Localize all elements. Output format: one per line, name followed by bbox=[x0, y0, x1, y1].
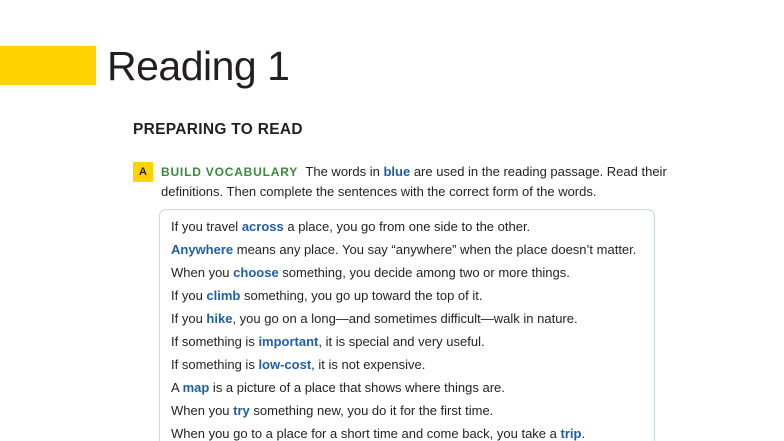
definition-text: is a picture of a place that shows where things are. bbox=[209, 380, 505, 395]
vocabulary-box bbox=[159, 209, 655, 441]
definition-text: If you bbox=[171, 311, 207, 326]
vocabulary-term: hike bbox=[206, 311, 233, 326]
instructions-highlight: blue bbox=[383, 164, 411, 179]
definition-text: When you bbox=[171, 403, 234, 418]
definition-text: If you bbox=[171, 288, 207, 303]
definition-text: When you go to a place for a short time and come back, you take a bbox=[171, 426, 561, 441]
definition-text: something, you decide among two or more things. bbox=[278, 265, 570, 280]
vocabulary-term: important bbox=[258, 334, 319, 349]
definition-item bbox=[171, 376, 654, 399]
vocabulary-term: climb bbox=[206, 288, 241, 303]
instructions-text-before: The words in bbox=[305, 164, 380, 179]
vocabulary-term: try bbox=[233, 403, 250, 418]
definition-item bbox=[171, 238, 654, 261]
page-title: Reading 1 bbox=[107, 43, 290, 89]
instructions-text-after: are used in the reading passage. Read their definitions. Then complete the sentences with the correct form of the words. bbox=[161, 164, 667, 199]
vocabulary-term: trip bbox=[560, 426, 582, 441]
definition-text: When you bbox=[171, 265, 234, 280]
definition-text: , it is special and very useful. bbox=[318, 334, 485, 349]
vocabulary-term: across bbox=[241, 219, 284, 234]
vocabulary-term: map bbox=[182, 380, 210, 395]
vocabulary-term: Anywhere bbox=[171, 242, 234, 257]
definition-item bbox=[171, 422, 654, 441]
section-heading: PREPARING TO READ bbox=[133, 121, 303, 138]
definition-text: If something is bbox=[171, 334, 259, 349]
definition-text: means any place. You say “anywhere” when the place doesn’t matter. bbox=[233, 242, 637, 257]
definition-text: If something is bbox=[171, 357, 259, 372]
definition-item bbox=[171, 330, 654, 353]
definition-text: , it is not expensive. bbox=[311, 357, 426, 372]
definition-text: , you go on a long—and sometimes difficult—walk in nature. bbox=[232, 311, 578, 326]
title-accent-bar bbox=[0, 46, 96, 85]
definition-item bbox=[171, 215, 654, 238]
vocabulary-term: low-cost bbox=[258, 357, 312, 372]
definition-text: A bbox=[171, 380, 183, 395]
definition-text: If you travel bbox=[171, 219, 242, 234]
definition-item bbox=[171, 284, 654, 307]
definition-text: a place, you go from one side to the other. bbox=[283, 219, 531, 234]
exercise-instructions bbox=[161, 162, 721, 201]
task-label: BUILD VOCABULARY bbox=[161, 165, 299, 179]
definition-item bbox=[171, 261, 654, 284]
definition-item bbox=[171, 307, 654, 330]
exercise-letter-badge: A bbox=[133, 162, 153, 182]
definition-text: . bbox=[581, 426, 586, 441]
definition-text: something new, you do it for the first time. bbox=[249, 403, 494, 418]
definition-text: something, you go up toward the top of it. bbox=[240, 288, 483, 303]
definition-item bbox=[171, 353, 654, 376]
definition-item bbox=[171, 399, 654, 422]
vocabulary-term: choose bbox=[233, 265, 279, 280]
